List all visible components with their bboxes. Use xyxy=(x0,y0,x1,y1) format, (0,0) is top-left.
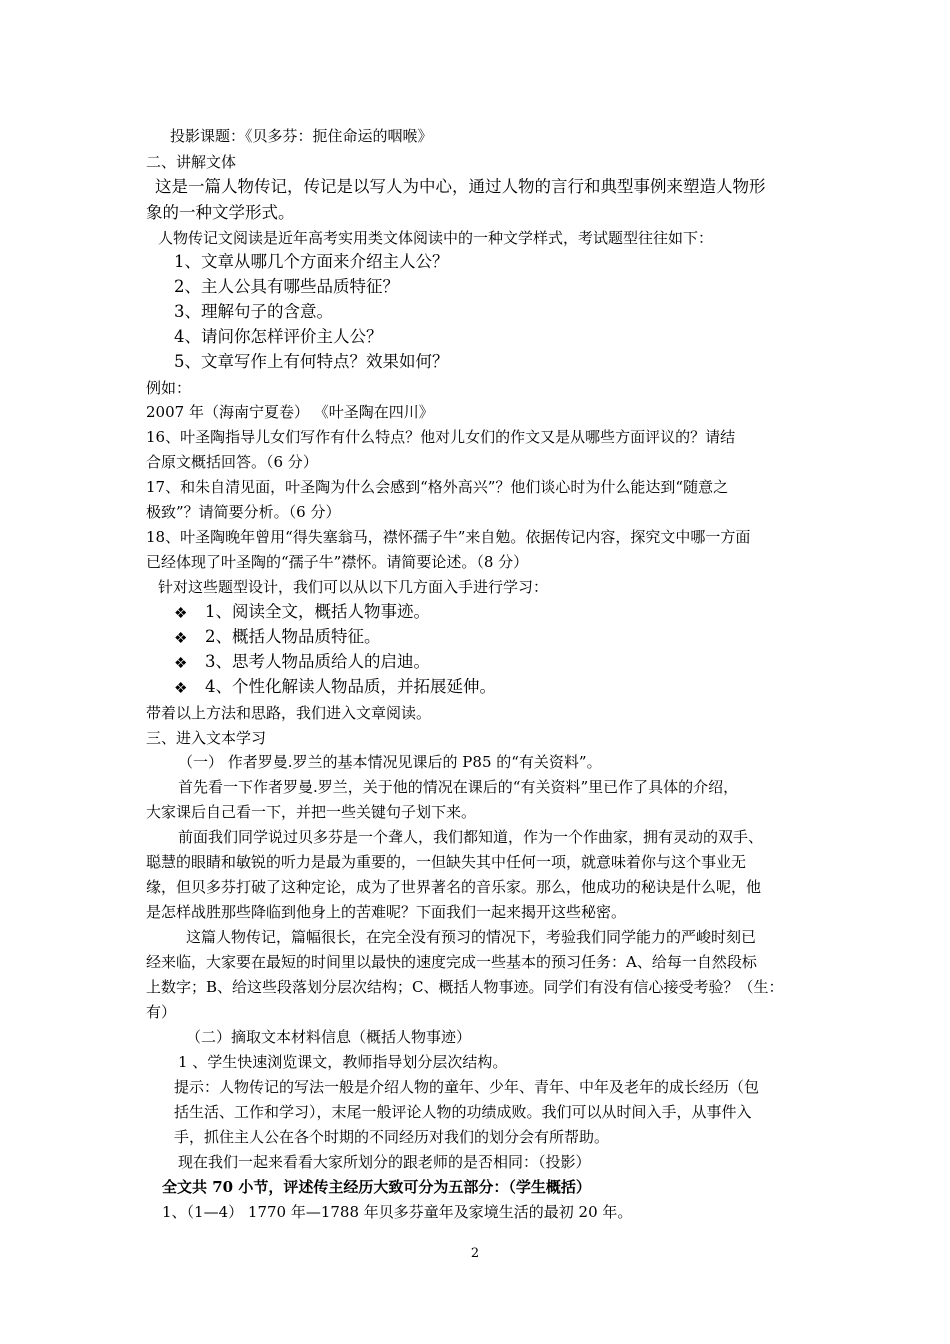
diamond-bullet-icon: ❖ xyxy=(174,679,188,697)
page-number: 2 xyxy=(470,1246,480,1261)
question-item: 2、主人公具有哪些品质特征？ xyxy=(174,277,399,296)
text-line: 首先看一下作者罗曼.罗兰，关于他的情况在课后的“有关资料”里已作了具体的介绍， xyxy=(178,778,739,796)
text-line: 是怎样战胜那些降临到他身上的苦难呢？下面我们一起来揭开这些秘密。 xyxy=(146,903,627,921)
method-item: 4、个性化解读人物品质，并拓展延伸。 xyxy=(205,677,496,696)
text-line: 合原文概括回答。（6 分） xyxy=(146,453,318,471)
method-item: 2、概括人物品质特征。 xyxy=(205,627,381,646)
section-heading-2: 二、讲解文体 xyxy=(146,153,237,171)
text-line: 经来临，大家要在最短的时间里以最快的速度完成一些基本的预习任务：A、给每一自然段标 xyxy=(146,953,757,971)
text-line: 17、和朱自清见面，叶圣陶为什么会感到“格外高兴”？他们谈心时为什么能达到“随意之 xyxy=(146,478,729,496)
subsection-heading: （一） 作者罗曼.罗兰的基本情况见课后的 P85 的“有关资料”。 xyxy=(178,753,602,771)
text-line: 括生活、工作和学习），末尾一般评论人物的功绩成败。我们可以从时间入手，从事件入 xyxy=(174,1103,752,1121)
text-line: 提示：人物传记的写法一般是介绍人物的童年、少年、青年、中年及老年的成长经历（包 xyxy=(174,1078,760,1096)
summary-heading: 全文共 70 小节，评述传主经历大致可分为五部分：（学生概括） xyxy=(162,1178,591,1196)
exam-source: 2007 年（海南宁夏卷） 《叶圣陶在四川》 xyxy=(146,403,434,421)
subsection-heading: （二）摘取文本材料信息（概括人物事迹） xyxy=(186,1028,472,1046)
question-item: 5、文章写作上有何特点？效果如何？ xyxy=(174,352,449,371)
text-line: 象的一种文学形式。 xyxy=(146,203,295,222)
diamond-bullet-icon: ❖ xyxy=(174,604,188,622)
method-item: 3、思考人物品质给人的启迪。 xyxy=(205,652,430,671)
text-line: 已经体现了叶圣陶的“孺子牛”襟怀。请简要论述。（8 分） xyxy=(146,553,529,571)
method-item: 1、阅读全文，概括人物事迹。 xyxy=(205,602,430,621)
text-line: 人物传记文阅读是近年高考实用类文体阅读中的一种文学样式，考试题型往往如下： xyxy=(158,229,714,247)
text-line: 极致”？请简要分析。（6 分） xyxy=(146,503,341,521)
text-line: 大家课后自己看一下，并把一些关键句子划下来。 xyxy=(146,803,477,821)
text-line: 针对这些题型设计，我们可以从以下几方面入手进行学习： xyxy=(158,578,549,596)
question-item: 1、文章从哪几个方面来介绍主人公？ xyxy=(174,252,449,271)
text-line: 16、叶圣陶指导儿女们写作有什么特点？他对儿女们的作文又是从哪些方面评议的？请结 xyxy=(146,428,736,446)
text-line: 例如： xyxy=(146,379,192,397)
text-line: 有） xyxy=(146,1003,177,1021)
section-heading-3: 三、进入文本学习 xyxy=(146,729,267,747)
diamond-bullet-icon: ❖ xyxy=(174,629,188,647)
text-line: 上数字；B、给这些段落划分层次结构；C、概括人物事迹。同学们有没有信心接受考验？（生： xyxy=(146,978,784,996)
text-line: 带着以上方法和思路，我们进入文章阅读。 xyxy=(146,704,432,722)
text-line: 这是一篇人物传记，传记是以写人为中心，通过人物的言行和典型事例来塑造人物形 xyxy=(155,177,766,196)
text-line: 18、叶圣陶晚年曾用“得失塞翁马，襟怀孺子牛”来自勉。依据传记内容，探究文中哪一方面 xyxy=(146,528,751,546)
diamond-bullet-icon: ❖ xyxy=(174,654,188,672)
question-item: 4、请问你怎样评价主人公？ xyxy=(174,327,383,346)
text-line: 手，抓住主人公在各个时期的不同经历对我们的划分会有所帮助。 xyxy=(174,1128,610,1146)
text-line: 1 、学生快速浏览课文，教师指导划分层次结构。 xyxy=(178,1053,508,1071)
text-line: 这篇人物传记，篇幅很长，在完全没有预习的情况下，考验我们同学能力的严峻时刻已 xyxy=(186,928,757,946)
text-line: 聪慧的眼睛和敏锐的听力是最为重要的，一但缺失其中任何一项，就意味着你与这个事业无 xyxy=(146,853,747,871)
text-line: 前面我们同学说过贝多芬是一个聋人，我们都知道，作为一个作曲家，拥有灵动的双手、 xyxy=(178,828,764,846)
projection-title: 投影课题：《贝多芬：扼住命运的咽喉》 xyxy=(170,127,433,145)
text-line: 1、（1—4） 1770 年—1788 年贝多芬童年及家境生活的最初 20 年。 xyxy=(162,1203,633,1221)
text-line: 缘，但贝多芬打破了这种定论，成为了世界著名的音乐家。那么，他成功的秘诀是什么呢，他 xyxy=(146,878,762,896)
question-item: 3、理解句子的含意。 xyxy=(174,302,333,321)
text-line: 现在我们一起来看看大家所划分的跟老师的是否相同：（投影） xyxy=(178,1153,591,1171)
